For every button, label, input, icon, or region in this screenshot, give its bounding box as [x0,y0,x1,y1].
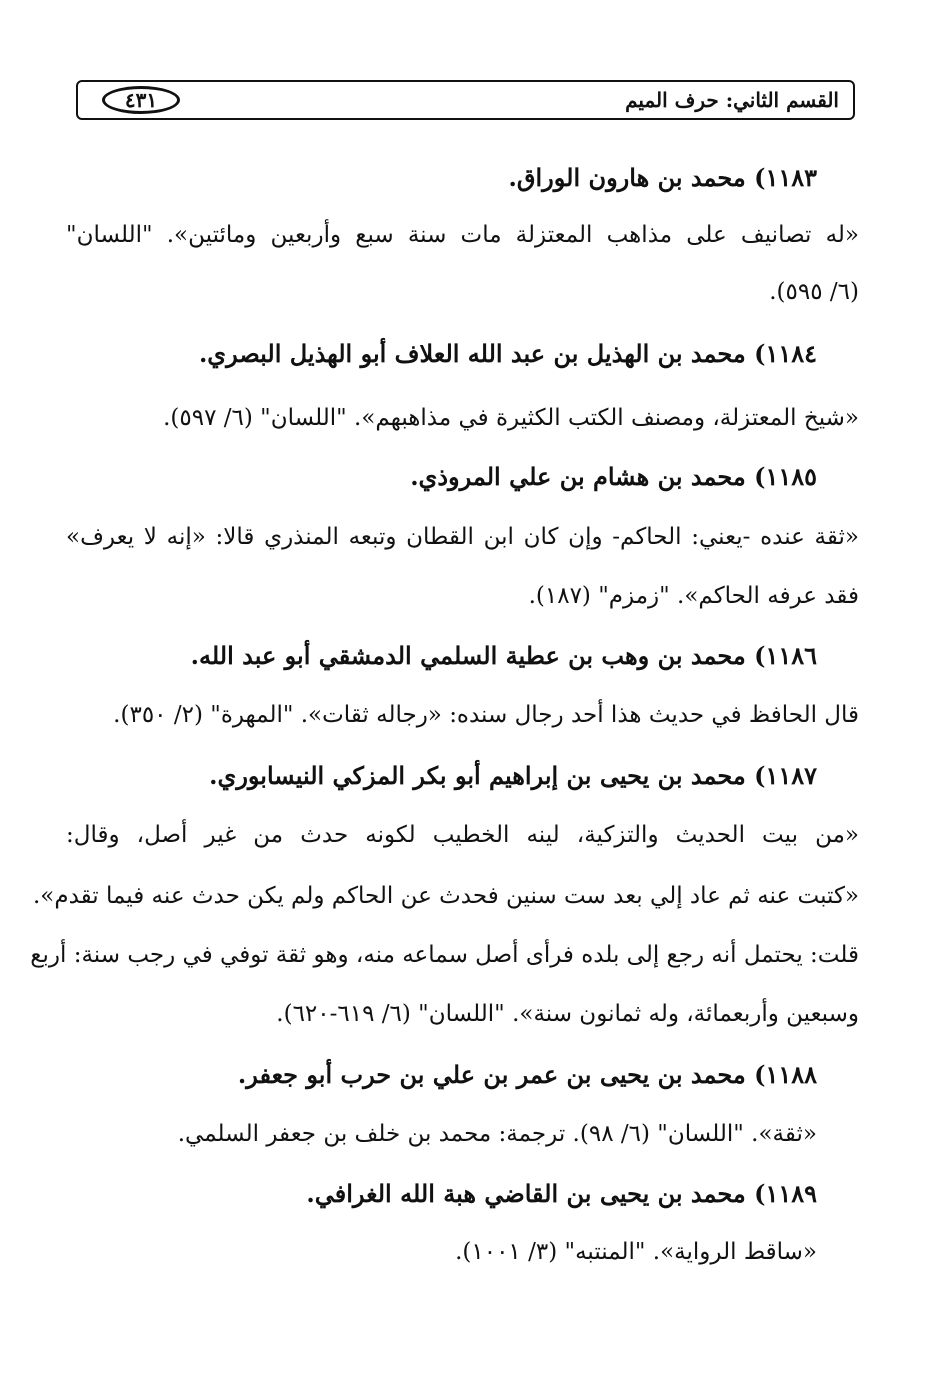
entry-heading-1184: ١١٨٤) محمد بن الهذيل بن عبد الله العلاف أبو الهذيل البصري. [198,339,817,368]
entry-heading-1188: ١١٨٨) محمد بن يحيى بن عمر بن علي بن حرب أبو جعفر. [237,1060,817,1089]
text-line: قال الحافظ في حديث هذا أحد رجال سنده: «رجاله ثقات». "المهرة" (٢/ ٣٥٠). [113,702,859,728]
text-line: (٦/ ٥٩٥). [769,279,859,305]
text-line: «ساقط الرواية». "المنتبه" (٣/ ١٠٠١). [455,1239,817,1265]
entry-heading-1189: ١١٨٩) محمد بن يحيى بن القاضي هبة الله الغرافي. [306,1179,817,1208]
text-line: «شيخ المعتزلة، ومصنف الكتب الكثيرة في مذاهبهم». "اللسان" (٦/ ٥٩٧). [163,405,859,431]
text-line: قلت: يحتمل أنه رجع إلى بلده فرأى أصل سماعه منه، وهو ثقة توفي في رجب سنة: أربع [30,942,859,968]
entry-heading-1186: ١١٨٦) محمد بن وهب بن عطية السلمي الدمشقي أبو عبد الله. [190,641,817,670]
text-line: وسبعين وأربعمائة، وله ثمانون سنة». "اللسان" (٦/ ٦١٩-٦٢٠). [276,1001,859,1027]
page-number: ٤٣١ [102,86,180,114]
text-line: «من بيت الحديث والتزكية، لينه الخطيب لكونه حدث من غير أصل، وقال: [66,822,859,848]
running-header [76,80,855,120]
text-line: «له تصانيف على مذاهب المعتزلة مات سنة سبع وأربعين ومائتين». "اللسان" [66,222,859,248]
text-line: فقد عرفه الحاكم». "زمزم" (١٨٧). [528,583,859,609]
section-title: القسم الثاني: حرف الميم [625,88,839,112]
entry-heading-1185: ١١٨٥) محمد بن هشام بن علي المروذي. [410,462,817,491]
text-line: «ثقة عنده -يعني: الحاكم- وإن كان ابن القطان وتبعه المنذري قالا: «إنه لا يعرف» [66,524,859,550]
entry-heading-1187: ١١٨٧) محمد بن يحيى بن إبراهيم أبو بكر المزكي النيسابوري. [209,761,817,790]
text-line: «ثقة». "اللسان" (٦/ ٩٨). ترجمة: محمد بن خلف بن جعفر السلمي. [177,1121,817,1147]
text-line: «كتبت عنه ثم عاد إلي بعد ست سنين فحدث عن الحاكم ولم يكن حدث عنه فيما تقدم». [32,883,859,909]
entry-heading-1183: ١١٨٣) محمد بن هارون الوراق. [508,163,817,192]
